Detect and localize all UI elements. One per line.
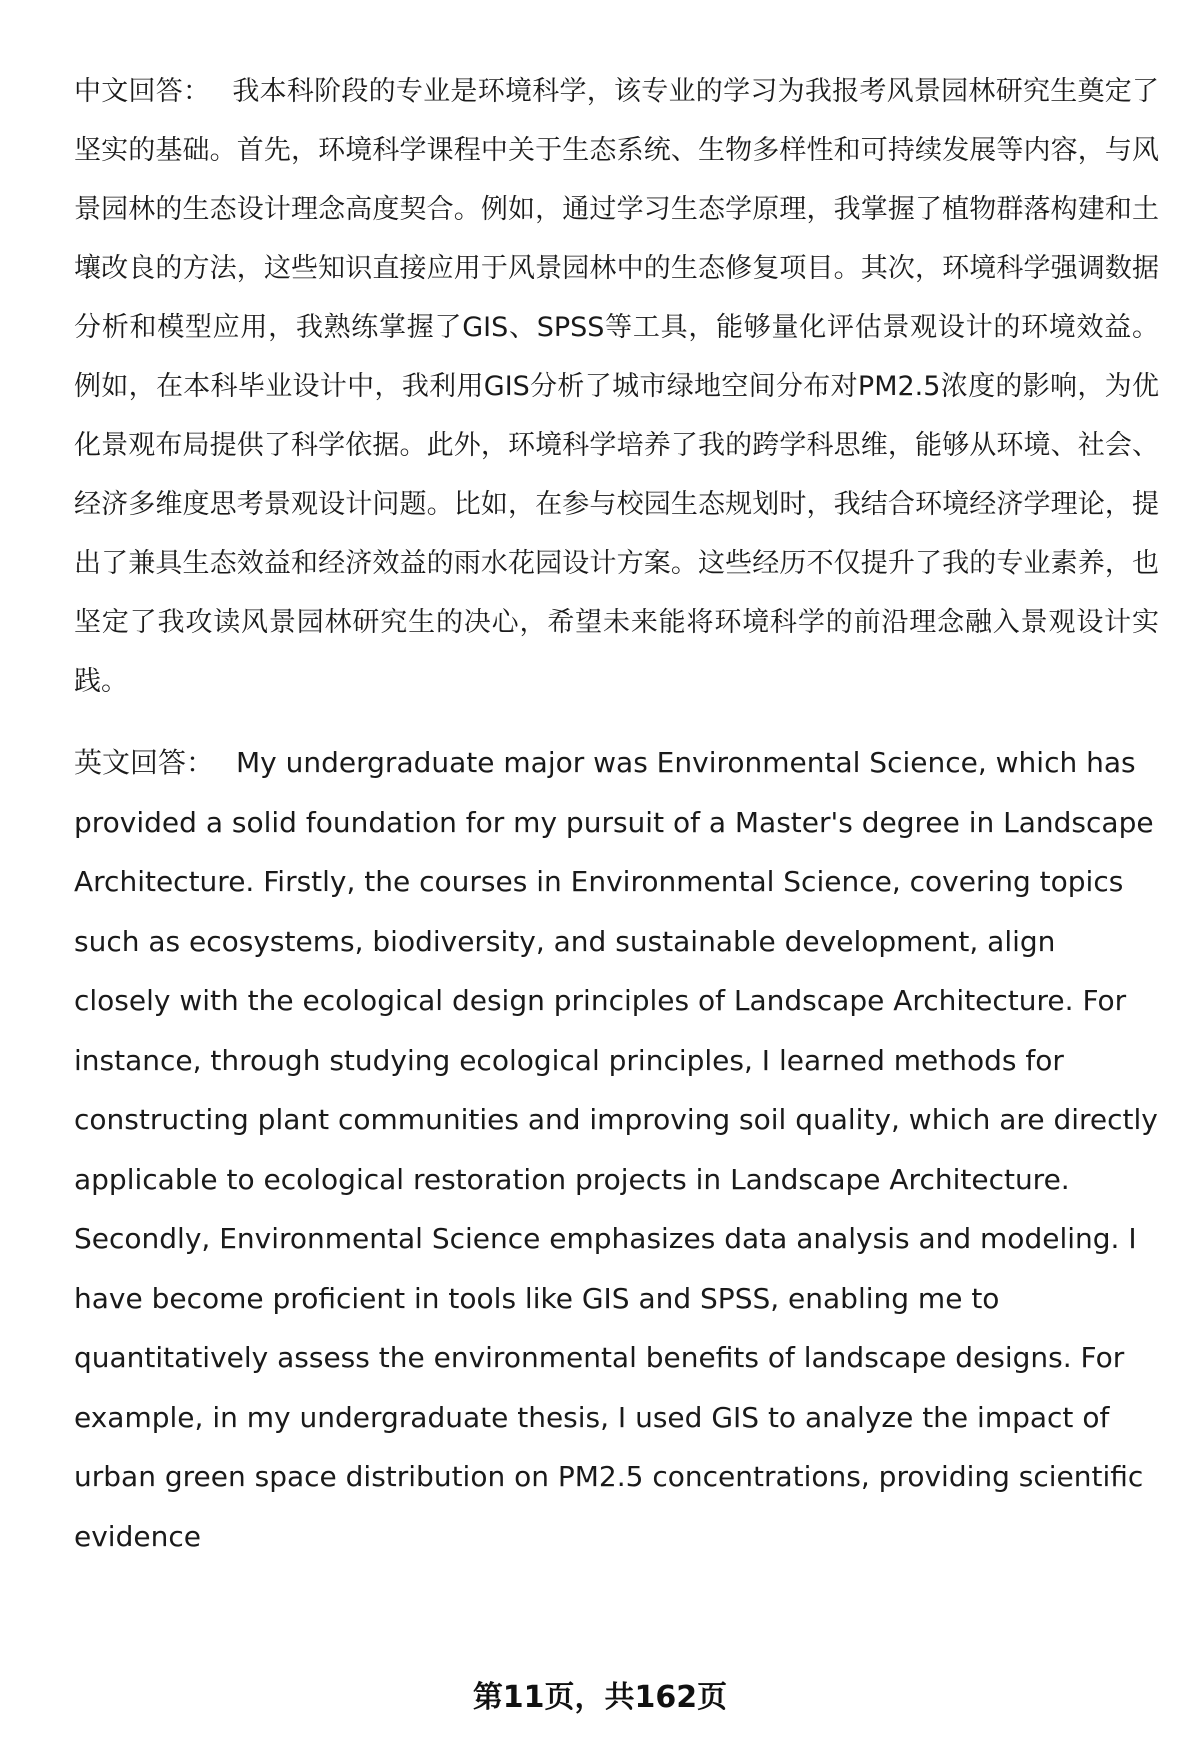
chinese-answer-paragraph xyxy=(74,62,1159,711)
chinese-answer-label: 中文回答： xyxy=(74,76,211,107)
english-answer-paragraph xyxy=(74,733,1159,1566)
english-answer-text: My undergraduate major was Environmental Science, which has provided a solid foundation for my pursuit of a Master's degree in Landscape Architecture. Firstly, the courses in Environmental Science, covering topics such as ecosystems, biodiversity, and sustainable development, align closely with the ecological design principles of Landscape Architecture. For instance, through studying ecological principles, I learned methods for constructing plant communities and improving soil quality, which are directly applicable to ecological restoration projects in Landscape Architecture. Secondly, Environmental Science emphasizes data analysis and modeling. I have become proficient in tools like GIS and SPSS, enabling me to quantitatively assess the environmental benefits of landscape designs. For example, in my undergraduate thesis, I used GIS to analyze the impact of urban green space distribution on PM2.5 concentrations, providing scientific evidence xyxy=(74,746,1158,1553)
chinese-answer-text: 我本科阶段的专业是环境科学，该专业的学习为我报考风景园林研究生奠定了坚实的基础。首先，环境科学课程中关于生态系统、生物多样性和可持续发展等内容，与风景园林的生态设计理念高度契合。例如，通过学习生态学原理，我掌握了植物群落构建和土壤改良的方法，这些知识直接应用于风景园林中的生态修复项目。其次，环境科学强调数据分析和模型应用，我熟练掌握了GIS、SPSS等工具，能够量化评估景观设计的环境效益。例如，在本科毕业设计中，我利用GIS分析了城市绿地空间分布对PM2.5浓度的影响，为优化景观布局提供了科学依据。此外，环境科学培养了我的跨学科思维，能够从环境、社会、经济多维度思考景观设计问题。比如，在参与校园生态规划时，我结合环境经济学理论，提出了兼具生态效益和经济效益的雨水花园设计方案。这些经历不仅提升了我的专业素养，也坚定了我攻读风景园林研究生的决心，希望未来能将环境科学的前沿理念融入景观设计实践。 xyxy=(74,76,1160,697)
page-number-footer: 第11页，共162页 xyxy=(472,1680,728,1715)
page-content xyxy=(74,62,1159,1566)
english-answer-label: 英文回答： xyxy=(74,746,215,779)
